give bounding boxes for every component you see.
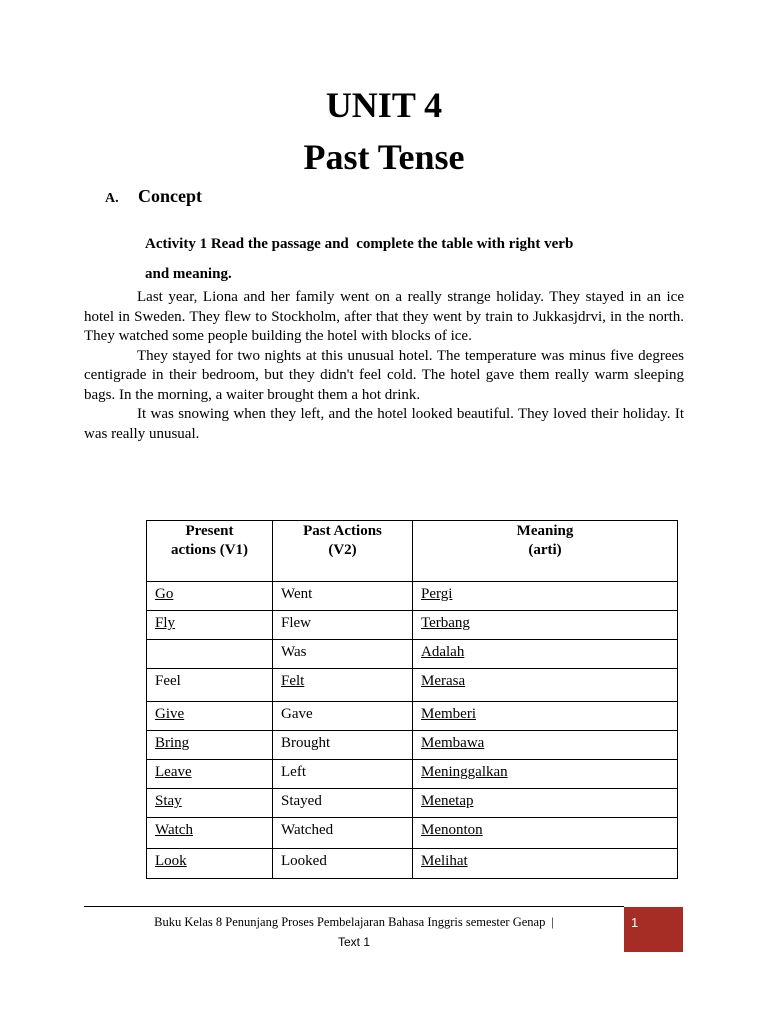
table-row xyxy=(147,760,678,789)
cell-meaning: Adalah xyxy=(413,640,678,669)
passage-paragraph-1: Last year, Liona and her family went on a really strange holiday. They stayed in an ice hotel in Sweden. They flew to Stockholm, after that they went by train to Jukkasjdrvi, in the north. They watched some people building the hotel with blocks of ice. xyxy=(84,289,684,344)
cell-meaning: Terbang xyxy=(413,611,678,640)
passage-paragraph-2: They stayed for two nights at this unusual hotel. The temperature was minus five degrees centigrade in their bedroom, but they didn't feel cold. The hotel gave them really warm sleeping bags. In the morning, a waiter brought them a hot drink. xyxy=(84,347,684,403)
cell-v1: Fly xyxy=(147,611,273,640)
footer-subtitle: Text 1 xyxy=(337,935,370,949)
page-title: Past Tense xyxy=(303,137,465,177)
cell-v2: Gave xyxy=(273,702,413,731)
cell-v2: Was xyxy=(273,640,413,669)
verb-table xyxy=(146,520,678,879)
cell-v2: Looked xyxy=(273,849,413,879)
table-row xyxy=(147,731,678,760)
footer-separator: | xyxy=(551,915,554,929)
cell-meaning: Menonton xyxy=(413,818,678,849)
cell-v2: Felt xyxy=(273,669,413,702)
table-row xyxy=(147,640,678,669)
cell-v2: Stayed xyxy=(273,789,413,818)
cell-v1: Leave xyxy=(147,760,273,789)
cell-v2: Left xyxy=(273,760,413,789)
cell-v1 xyxy=(147,640,273,669)
header-present-actions: Present actions (V1) xyxy=(147,521,273,582)
table-row xyxy=(147,818,678,849)
activity-instruction xyxy=(145,229,685,289)
table-row xyxy=(147,669,678,702)
section-marker: A. xyxy=(105,191,119,206)
cell-meaning: Merasa xyxy=(413,669,678,702)
cell-v1: Go xyxy=(147,582,273,611)
table-header-row xyxy=(147,521,678,582)
cell-meaning: Meninggalkan xyxy=(413,760,678,789)
activity-line-2: and meaning. xyxy=(145,266,232,282)
section-title: Concept xyxy=(138,186,202,206)
cell-v2: Brought xyxy=(273,731,413,760)
cell-v1: Look xyxy=(147,849,273,879)
footer-divider xyxy=(84,906,624,907)
cell-meaning: Membawa xyxy=(413,731,678,760)
cell-meaning: Pergi xyxy=(413,582,678,611)
section-heading xyxy=(105,185,202,210)
reading-passage xyxy=(84,288,684,444)
header-meaning: Meaning (arti) xyxy=(413,521,678,582)
cell-v2: Flew xyxy=(273,611,413,640)
table-row xyxy=(147,789,678,818)
footer-text xyxy=(84,912,624,952)
cell-v1: Watch xyxy=(147,818,273,849)
cell-v1: Bring xyxy=(147,731,273,760)
cell-meaning: Menetap xyxy=(413,789,678,818)
table-row xyxy=(147,611,678,640)
unit-title: UNIT 4 xyxy=(325,85,443,125)
footer-book-title: Buku Kelas 8 Penunjang Proses Pembelajaran Bahasa Inggris semester Genap xyxy=(154,915,546,929)
cell-v1: Give xyxy=(147,702,273,731)
cell-v2: Watched xyxy=(273,818,413,849)
header-past-actions: Past Actions (V2) xyxy=(273,521,413,582)
cell-v2: Went xyxy=(273,582,413,611)
table-row xyxy=(147,702,678,731)
cell-meaning: Melihat xyxy=(413,849,678,879)
page-number: 1 xyxy=(631,915,639,930)
table-row xyxy=(147,849,678,879)
cell-v1: Feel xyxy=(147,669,273,702)
cell-meaning: Memberi xyxy=(413,702,678,731)
cell-v1: Stay xyxy=(147,789,273,818)
table-row xyxy=(147,582,678,611)
passage-paragraph-3: It was snowing when they left, and the hotel looked beautiful. They loved their holiday. It was really unusual. xyxy=(84,406,684,442)
activity-line-1: Activity 1 Read the passage and complete the table with right verb xyxy=(145,236,574,252)
page-number-box xyxy=(624,907,683,952)
